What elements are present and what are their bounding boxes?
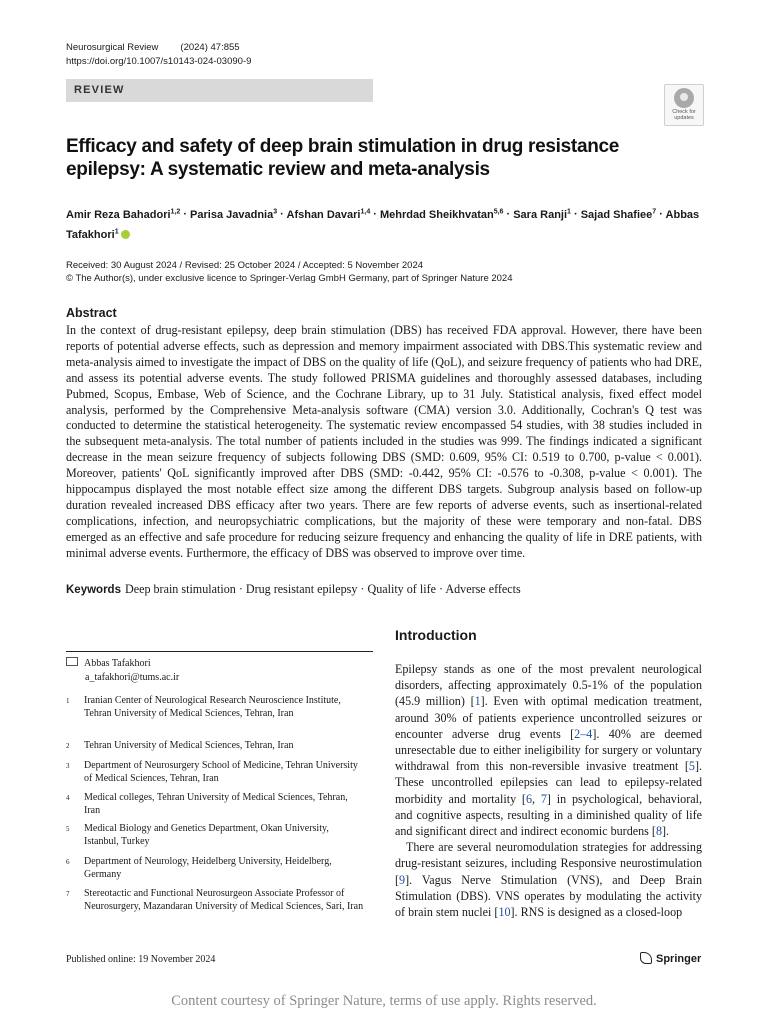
citation-link[interactable]: 1 (474, 694, 481, 709)
copyright-line: © The Author(s), under exclusive licence to Springer-Verlag GmbH Germany, part of Springer Nature 2024 (66, 273, 513, 284)
affiliation-item (66, 740, 366, 753)
author-name: Afshan Davari (286, 208, 361, 221)
author-separator: · (570, 208, 581, 221)
affiliation-text: Medical Biology and Genetics Department, Okan University, Istanbul, Turkey (84, 823, 329, 847)
affiliation-text: Iranian Center of Neurological Research Neuroscience Institute, Tehran University of Medical Sciences, Tehran, Iran (84, 695, 341, 719)
keywords-label: Keywords (66, 584, 121, 596)
affiliation-item (66, 823, 366, 848)
correspondence (66, 657, 179, 685)
author-affiliation-marker: 7 (652, 208, 657, 215)
corresponding-email[interactable]: a_tafakhori@tums.ac.ir (85, 672, 180, 683)
author-affiliation-marker: 1 (114, 228, 119, 236)
author-affiliation-marker: 5,6 (493, 208, 504, 215)
author-affiliation-marker: 1 (567, 208, 571, 215)
abstract-heading: Abstract (66, 306, 117, 320)
author-separator: · (656, 208, 666, 221)
keywords (66, 582, 521, 598)
author[interactable] (380, 209, 503, 221)
author-affiliation-marker: 1,2 (170, 208, 181, 215)
affiliation-text: Stereotactic and Functional Neurosurgeon Associate Professor of Neurosurgery, Mazandaran University of Medical Sciences, Sari, Iran (84, 888, 364, 912)
published-date: Published online: 19 November 2024 (66, 954, 216, 965)
courtesy-notice: Content courtesy of Springer Nature, terms of use apply. Rights reserved. (171, 993, 597, 1009)
springer-horse-icon (640, 952, 652, 964)
affiliation-text: Medical colleges, Tehran University of Medical Sciences, Tehran, Iran (84, 792, 348, 816)
crossmark-icon (674, 88, 694, 108)
introduction-paragraph-2: There are several neuromodulation strategies for addressing drug-resistant seizures, including Responsive neurostimulation [9]. Vagus Nerve Stimulation (VNS), and Deep Brain Stimulation (DBS). VNS operates by modulating the activity of brain stem nuclei [10]. RNS is designed as a closed-loop (395, 840, 702, 920)
author-name: Abbas Tafakhori (66, 208, 700, 242)
author[interactable] (513, 209, 571, 221)
author-separator: · (370, 208, 380, 221)
affiliation-item (66, 856, 366, 881)
journal-name: Neurosurgical Review (66, 42, 159, 53)
author[interactable] (287, 209, 371, 221)
corresponding-author: Abbas Tafakhori (84, 658, 151, 669)
envelope-icon (66, 657, 78, 666)
citation-link[interactable]: 10 (498, 905, 511, 920)
affiliation-number: 4 (66, 794, 70, 802)
journal-volume: (2024) 47:855 (180, 42, 240, 53)
affiliation-number: 5 (66, 825, 70, 833)
author-separator: · (277, 208, 287, 221)
affiliation-number: 3 (66, 762, 70, 770)
affiliation-item (66, 792, 366, 817)
citation-link[interactable]: 2–4 (574, 726, 593, 741)
introduction-text (395, 661, 702, 920)
article-title: Efficacy and safety of deep brain stimulation in drug resistance epilepsy: A systematic review and meta-analysis (66, 136, 620, 180)
introduction-heading: Introduction (395, 627, 477, 643)
orcid-icon[interactable] (121, 230, 130, 239)
affiliation-text: Tehran University of Medical Sciences, Tehran, Iran (84, 740, 294, 751)
author[interactable] (190, 209, 277, 221)
affiliation-number: 1 (66, 697, 70, 705)
affiliation-text: Department of Neurology, Heidelberg University, Heidelberg, Germany (84, 856, 332, 880)
footnote-divider (66, 651, 373, 652)
author-name: Parisa Javadnia (190, 208, 274, 221)
doi-link[interactable]: https://doi.org/10.1007/s10143-024-03090-9 (66, 56, 252, 67)
author-separator: · (503, 208, 514, 221)
author-affiliation-marker: 1,4 (360, 208, 371, 215)
introduction-paragraph-1: Epilepsy stands as one of the most prevalent neurological disorders, affecting approximately 0.5-1% of the population (45.9 million) [1]. Even with optimal medication treatment, around 30% of patients experience uncontrolled seizures or encounter adverse drug events [2–4]. 40% are deemed unresectable due to either ineligibility for surgery or voluntary withdrawal from this non-reversible invasive treatment [5]. These uncontrolled epilepsies can lead to epilepsy-related morbidity and mortality [6, 7] in psychological, behavioral, and cognitive aspects, resulting in a diminished quality of life and significant direct and indirect economic burdens [8]. (395, 662, 703, 839)
check-for-updates-badge[interactable] (664, 84, 704, 126)
publisher-logo (640, 952, 701, 965)
article-dates (66, 259, 513, 285)
author[interactable] (66, 209, 180, 221)
citation-link[interactable]: 8 (655, 824, 662, 839)
affiliation-text: Department of Neurosurgery School of Medicine, Tehran University of Medical Sciences, Tehran, Iran (84, 760, 358, 784)
abstract-text: In the context of drug-resistant epilepsy, deep brain stimulation (DBS) has received FDA approval. However, there have been reports of potential adverse effects, such as depression and memory impairment associated with DBS.This systematic review and meta-analysis aimed to investigate the impact of DBS on the quality of life (QoL), and seizure frequency of patients who had DRE, and assess its potential adverse events. The study followed PRISMA guidelines and thoroughly assessed databases, including Pubmed, Scopus, Embase, Web of Science, and the Cochrane Library, up to 31 July. Statistical analysis, fixed effect model analysis, performed by the Comprehensive Meta-analysis software (CMA) version 3.0. Additionally, Cochran's Q test was conducted to determine the statistical heterogeneity. The systematic review encompassed 54 studies, with 38 studies included in the subsequent meta-analysis. The total number of patients included in the studies was 999. The findings indicated a significant decrease in the mean seizure frequency of subjects following DBS (SMD: 0.609, 95% CI: 0.519 to 0.700, p-value < 0.001). Moreover, patients' QoL significantly improved after DBS (SMD: -0.442, 95% CI: -0.576 to -0.308, p-value < 0.001). The hippocampus displayed the most notable effect size among the different DBS targets. Subgroup analysis based on follow-up duration revealed increased DBS efficacy after two years. There are few reports of adverse events, such as insertional-related complications, infection, and neuropsychiatric complications, but the majority of these were temporary and non-fatal. DBS emerged as an effective and safe procedure for reducing seizure frequency and enhancing the quality of life in DRE patients, with minimal adverse events. Furthermore, the efficacy of DBS was observed to improve over time. (66, 323, 702, 560)
affiliation-item (66, 695, 366, 720)
history-dates: Received: 30 August 2024 / Revised: 25 October 2024 / Accepted: 5 November 2024 (66, 260, 424, 271)
affiliation-number: 6 (66, 858, 70, 866)
keywords-list: Deep brain stimulation · Drug resistant epilepsy · Quality of life · Adverse effects (124, 582, 521, 596)
author-name: Mehrdad Sheikhvatan (380, 208, 494, 221)
author-list (66, 203, 706, 244)
author-name: Sajad Shafiee (580, 208, 653, 221)
author-separator: · (180, 208, 191, 221)
citation-link[interactable]: 5 (688, 759, 695, 774)
citation-link[interactable]: 9 (399, 872, 406, 887)
author-name: Sara Ranji (513, 208, 568, 221)
affiliation-item (66, 760, 366, 785)
affiliation-number: 7 (66, 890, 70, 898)
author-affiliation-marker: 3 (273, 208, 278, 215)
author-name: Amir Reza Bahadori (66, 208, 171, 221)
citation-link[interactable]: 7 (540, 791, 547, 806)
author[interactable] (581, 209, 656, 221)
crossmark-label: Check for updates (672, 109, 696, 121)
section-label: REVIEW (66, 79, 373, 102)
journal-header (66, 42, 240, 53)
affiliation-item (66, 888, 366, 913)
citation-link[interactable]: 6 (525, 791, 532, 806)
publisher-name: Springer (656, 953, 702, 965)
affiliation-number: 2 (66, 742, 70, 750)
